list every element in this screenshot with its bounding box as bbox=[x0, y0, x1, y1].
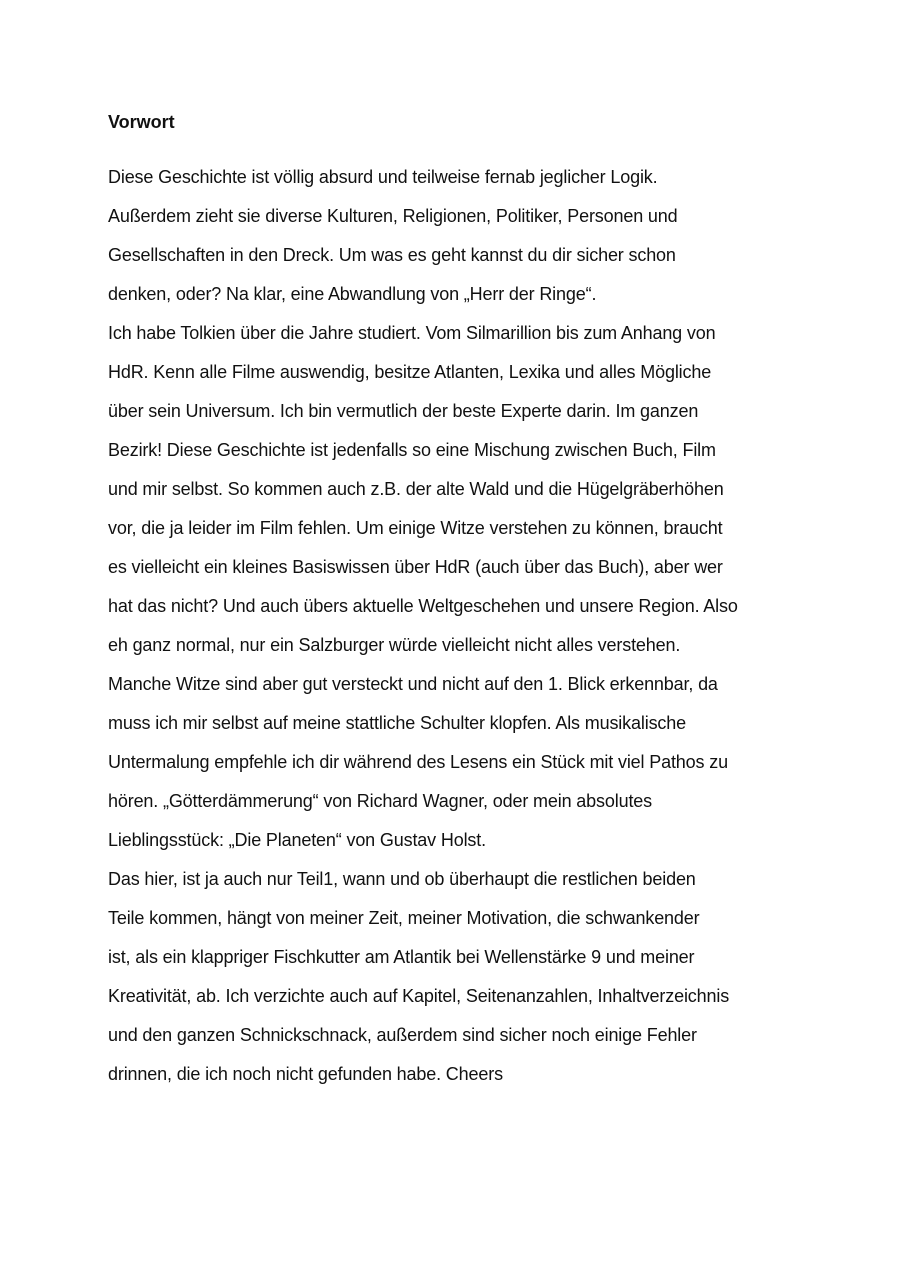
text-line: Das hier, ist ja auch nur Teil1, wann und ob überhaupt die restlichen beiden bbox=[108, 869, 696, 889]
document-content bbox=[108, 108, 808, 1094]
text-line: muss ich mir selbst auf meine stattliche Schulter klopfen. Als musikalische bbox=[108, 713, 686, 733]
text-line: Gesellschaften in den Dreck. Um was es geht kannst du dir sicher schon bbox=[108, 245, 676, 265]
text-line: eh ganz normal, nur ein Salzburger würde vielleicht nicht alles verstehen. bbox=[108, 635, 681, 655]
text-line: Lieblingsstück: „Die Planeten“ von Gustav Holst. bbox=[108, 830, 486, 850]
text-line: Kreativität, ab. Ich verzichte auch auf Kapitel, Seitenanzahlen, Inhaltverzeichnis bbox=[108, 986, 730, 1006]
text-line: es vielleicht ein kleines Basiswissen über HdR (auch über das Buch), aber wer bbox=[108, 557, 723, 577]
text-line: denken, oder? Na klar, eine Abwandlung von „Herr der Ringe“. bbox=[108, 284, 597, 304]
text-line: HdR. Kenn alle Filme auswendig, besitze Atlanten, Lexika und alles Mögliche bbox=[108, 362, 712, 382]
text-line: über sein Universum. Ich bin vermutlich der beste Experte darin. Im ganzen bbox=[108, 401, 699, 421]
text-line: Diese Geschichte ist völlig absurd und teilweise fernab jeglicher Logik. bbox=[108, 167, 658, 187]
text-line: ist, als ein klappriger Fischkutter am Atlantik bei Wellenstärke 9 und meiner bbox=[108, 947, 695, 967]
section-heading: Vorwort bbox=[108, 112, 175, 132]
text-line: und den ganzen Schnickschnack, außerdem sind sicher noch einige Fehler bbox=[108, 1025, 697, 1045]
text-line: Außerdem zieht sie diverse Kulturen, Religionen, Politiker, Personen und bbox=[108, 206, 678, 226]
text-line: Bezirk! Diese Geschichte ist jedenfalls so eine Mischung zwischen Buch, Film bbox=[108, 440, 716, 460]
text-line: und mir selbst. So kommen auch z.B. der alte Wald und die Hügelgräberhöhen bbox=[108, 479, 724, 499]
text-line: drinnen, die ich noch nicht gefunden habe. Cheers bbox=[108, 1064, 503, 1084]
text-line: Manche Witze sind aber gut versteckt und nicht auf den 1. Blick erkennbar, da bbox=[108, 674, 718, 694]
text-line: hat das nicht? Und auch übers aktuelle Weltgeschehen und unsere Region. Also bbox=[108, 596, 738, 616]
text-line: hören. „Götterdämmerung“ von Richard Wagner, oder mein absolutes bbox=[108, 791, 653, 811]
text-line: Ich habe Tolkien über die Jahre studiert. Vom Silmarillion bis zum Anhang von bbox=[108, 323, 716, 343]
text-line: Untermalung empfehle ich dir während des Lesens ein Stück mit viel Pathos zu bbox=[108, 752, 728, 772]
text-line: Teile kommen, hängt von meiner Zeit, meiner Motivation, die schwankender bbox=[108, 908, 700, 928]
text-line: vor, die ja leider im Film fehlen. Um einige Witze verstehen zu können, braucht bbox=[108, 518, 723, 538]
